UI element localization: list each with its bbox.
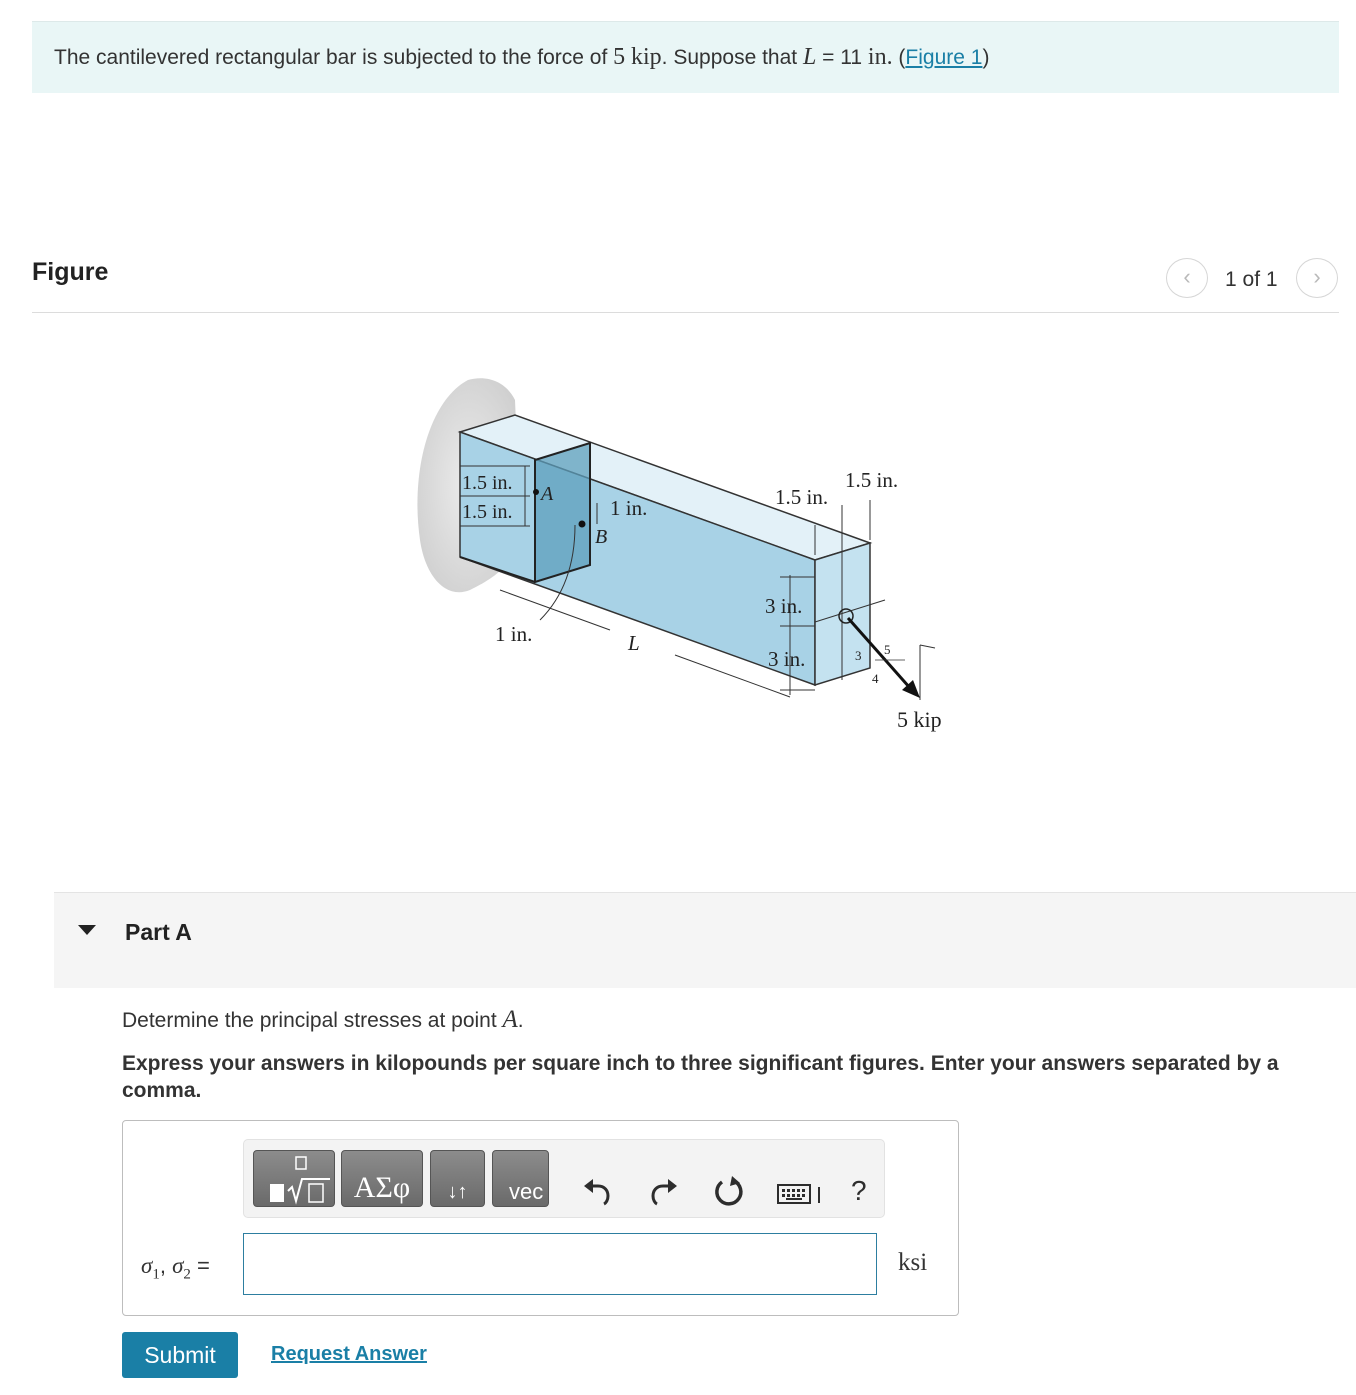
redo-icon[interactable] (649, 1176, 679, 1206)
caret-down-icon[interactable] (78, 925, 96, 935)
question-body: Determine the principal stresses at point (122, 1009, 503, 1032)
dim-width-right: 1.5 in. (845, 468, 899, 492)
vector-button[interactable] (492, 1150, 549, 1207)
dim-one-in-b: 1 in. (610, 496, 648, 520)
sigma-2: σ (172, 1253, 184, 1278)
figure-heading: Figure (32, 258, 109, 286)
cantilever-bar-figure (400, 360, 980, 760)
figure-pager-text: 1 of 1 (1225, 268, 1278, 291)
templates-button[interactable] (253, 1150, 335, 1207)
templates-icon (254, 1151, 335, 1207)
question-end: . (517, 1009, 524, 1032)
problem-statement (32, 21, 1339, 93)
vector-label: vec (509, 1179, 544, 1204)
dim-top-b: 1.5 in. (462, 501, 513, 523)
dim-height-bottom: 3 in. (768, 647, 806, 671)
figure-divider (32, 312, 1339, 313)
length-value: 11 (840, 46, 863, 69)
reset-icon[interactable] (712, 1175, 746, 1209)
answer-instructions: Express your answers in kilopounds per square inch to three significant figures. Enter your answers separated by a comma. (122, 1052, 1279, 1102)
sigma-2-subscript: 2 (183, 1266, 191, 1283)
sigma-1: σ (141, 1253, 153, 1278)
arrows-button[interactable] (430, 1150, 485, 1207)
question-text (122, 1006, 524, 1034)
force-unit: kip (631, 44, 662, 70)
submit-button[interactable]: Submit (122, 1332, 238, 1378)
keyboard-icon[interactable] (777, 1183, 827, 1205)
problem-text: The cantilevered rectangular bar is subjected to the force of (54, 46, 614, 69)
paren-close: ) (982, 46, 990, 69)
dim-length: L (628, 631, 640, 655)
slope-3: 3 (855, 648, 862, 663)
question-point: A (502, 1006, 518, 1033)
point-a-marker (533, 489, 539, 495)
dim-one-in-bottom: 1 in. (495, 622, 533, 646)
answer-variable-label (141, 1253, 210, 1283)
problem-text-middle: . Suppose that (661, 46, 803, 69)
answer-comma: , (159, 1253, 173, 1278)
answer-equals: = (190, 1253, 210, 1278)
help-button[interactable]: ? (851, 1175, 867, 1206)
part-a-header[interactable] (54, 892, 1356, 988)
force-value: 5 (613, 44, 626, 70)
undo-icon[interactable] (582, 1176, 612, 1206)
point-b-marker (579, 521, 586, 528)
figure-link[interactable]: Figure 1 (905, 46, 983, 69)
chevron-right-icon: › (1313, 264, 1321, 289)
dim-top-a: 1.5 in. (462, 472, 513, 494)
answer-input[interactable] (243, 1233, 877, 1295)
force-label: 5 kip (897, 707, 942, 732)
request-answer-link[interactable]: Request Answer (271, 1343, 427, 1365)
answer-box (122, 1120, 959, 1316)
sigma-1-subscript: 1 (152, 1266, 160, 1283)
math-toolbar (243, 1139, 885, 1218)
prev-figure-button[interactable] (1166, 258, 1208, 298)
equals-sign: = (816, 46, 841, 69)
symbols-label: ΑΣφ (353, 1171, 411, 1204)
arrows-icon: ↓↑ (447, 1181, 468, 1203)
cut-section (535, 443, 590, 582)
length-variable: L (802, 44, 817, 70)
next-figure-button[interactable] (1296, 258, 1338, 298)
slope-5: 5 (884, 642, 891, 657)
length-unit: in. (867, 44, 893, 70)
slope-4: 4 (872, 671, 879, 686)
paren-open: ( (892, 46, 906, 69)
unit-label: ksi (898, 1249, 928, 1276)
dim-width-left: 1.5 in. (775, 485, 829, 509)
chevron-left-icon: ‹ (1183, 264, 1191, 289)
symbols-button[interactable] (341, 1150, 423, 1207)
label-point-a: A (541, 483, 554, 505)
dim-height-top: 3 in. (765, 594, 803, 618)
label-point-b: B (595, 526, 608, 548)
part-title: Part A (125, 919, 192, 945)
